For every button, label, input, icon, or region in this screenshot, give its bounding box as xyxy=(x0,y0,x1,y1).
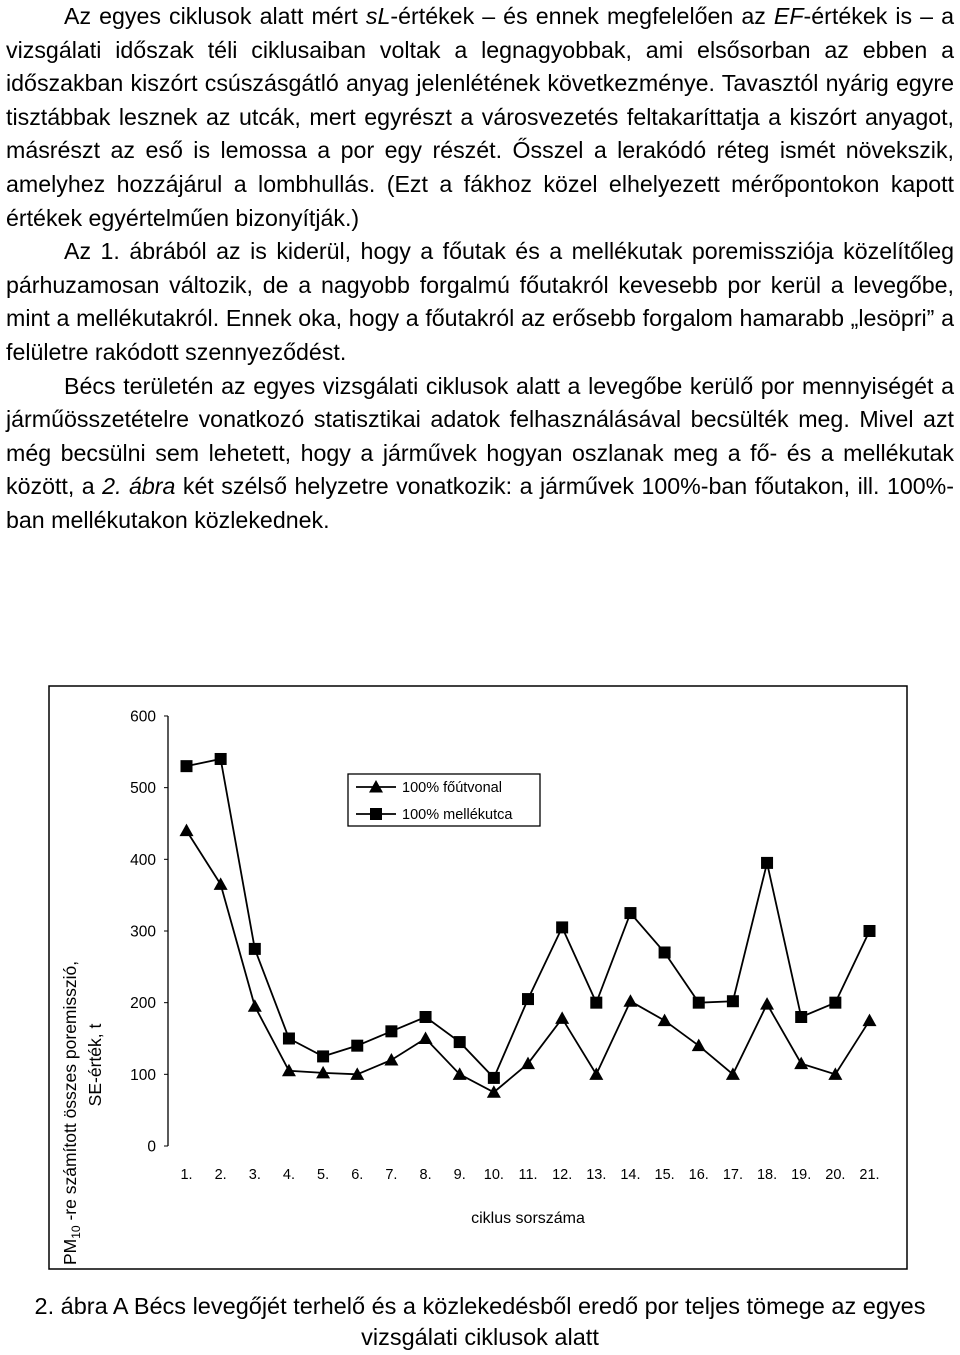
y-tick-label: 600 xyxy=(130,708,156,726)
data-point xyxy=(829,997,841,1009)
data-point xyxy=(522,993,534,1005)
italic-term: EF xyxy=(773,3,804,29)
x-tick-label: 16. xyxy=(688,1167,709,1183)
legend-label: 100% mellékutca xyxy=(402,807,513,823)
text-run: Az egyes ciklusok alatt mért xyxy=(64,3,366,29)
data-point xyxy=(761,857,773,869)
text-run: Bécs területén az egyes vizsgálati ciklusok alatt a levegőbe kerülő por mennyiségét a járműösszetételre vonatkozó statisztikai adatok felhasználásával becsülték meg. Mivel azt még becsülni sem lehetett, hogy a járművek hogyan oszlanak meg a fő- és a mellékutak között, a xyxy=(6,372,954,500)
text-run: -értékek is – a vizsgálati időszak téli ciklusaiban voltak a legnagyobbak, ami elsősorban az ebben a időszakban kiszórt csúszásgátló anyag jelenlétének következménye. Tavasztól nyárig egyre tisztábbak lesznek az utcák, mert egyrészt a városvezetés feltakaríttatja a kiszórt anyagot, másrészt az eső is lemossa a por egy részét. Ősszel a lerakódó réteg ismét növekszik, amelyhez hozzájárul a lombhullás. (Ezt a fákhoz közel elhelyezett mérőpontokon kapott értékek egyértelműen bizonyítják.) xyxy=(6,3,955,231)
x-tick-label: 10. xyxy=(483,1167,504,1183)
italic-term: sL xyxy=(365,3,391,29)
y-tick-label: 400 xyxy=(130,851,156,869)
text-run: -értékek – és ennek megfelelően az xyxy=(390,3,774,29)
data-point xyxy=(180,824,194,837)
x-tick-label: 6. xyxy=(351,1167,364,1183)
data-point xyxy=(659,946,671,958)
series-line xyxy=(187,831,870,1093)
y-axis-label-line2: SE-érték, t xyxy=(85,1023,105,1107)
y-axis-label-subscript: 10 xyxy=(69,1225,83,1239)
data-point xyxy=(795,1011,807,1023)
x-tick-label: 20. xyxy=(825,1167,846,1183)
data-point xyxy=(693,997,705,1009)
data-point xyxy=(727,995,739,1007)
y-tick-label: 0 xyxy=(147,1138,156,1156)
data-point xyxy=(283,1032,295,1044)
x-tick-label: 14. xyxy=(620,1167,641,1183)
data-point xyxy=(488,1072,500,1084)
data-point xyxy=(589,1067,603,1080)
data-point xyxy=(248,999,262,1012)
x-tick-label: 21. xyxy=(859,1167,880,1183)
x-tick-label: 5. xyxy=(317,1167,330,1183)
data-point xyxy=(249,943,261,955)
data-point xyxy=(215,753,227,765)
x-tick-label: 2. xyxy=(214,1167,227,1183)
x-tick-label: 9. xyxy=(453,1167,466,1183)
x-tick-label: 1. xyxy=(180,1167,193,1183)
legend-marker xyxy=(370,808,382,820)
data-point xyxy=(658,1014,672,1027)
data-point xyxy=(385,1025,397,1037)
y-tick-label: 300 xyxy=(130,923,156,941)
data-point xyxy=(863,1014,877,1027)
data-point xyxy=(794,1057,808,1070)
data-point xyxy=(692,1039,706,1052)
x-tick-label: 7. xyxy=(385,1167,398,1183)
data-point xyxy=(181,760,193,772)
x-axis-label: ciklus sorszáma xyxy=(471,1210,585,1227)
x-tick-label: 4. xyxy=(282,1167,295,1183)
y-tick-label: 200 xyxy=(130,995,156,1013)
y-tick-label: 100 xyxy=(130,1066,156,1084)
x-tick-label: 8. xyxy=(419,1167,432,1183)
figure-caption: 2. ábra A Bécs levegőjét terhelő és a közlekedésből eredő por teljes tömege az egyes vizsgálati ciklusok alatt xyxy=(34,1293,926,1350)
y-tick-label: 500 xyxy=(130,780,156,798)
data-point xyxy=(419,1031,433,1044)
x-tick-label: 19. xyxy=(791,1167,812,1183)
x-tick-label: 15. xyxy=(654,1167,675,1183)
data-point xyxy=(454,1036,466,1048)
x-tick-label: 12. xyxy=(552,1167,573,1183)
data-point xyxy=(214,877,228,890)
data-point xyxy=(420,1011,432,1023)
data-point xyxy=(624,907,636,919)
data-point xyxy=(282,1064,296,1077)
data-point xyxy=(760,997,774,1010)
data-point xyxy=(555,1011,569,1024)
y-axis-label-line1: $PM_{10}$ -re számított összes poremisszió, xyxy=(60,960,83,1265)
x-tick-label: 17. xyxy=(722,1167,743,1183)
data-point xyxy=(556,921,568,933)
x-tick-label: 3. xyxy=(248,1167,261,1183)
legend-label: 100% főútvonal xyxy=(402,780,502,796)
data-point xyxy=(384,1053,398,1066)
x-tick-label: 18. xyxy=(756,1167,778,1183)
x-tick-label: 11. xyxy=(518,1167,538,1183)
data-point xyxy=(351,1040,363,1052)
chart-legend xyxy=(348,774,540,826)
italic-term: 2. ábra xyxy=(102,473,176,500)
paragraph xyxy=(6,0,954,235)
data-point xyxy=(864,925,876,937)
paragraph xyxy=(6,370,954,538)
body-text xyxy=(6,0,954,538)
paragraph xyxy=(6,235,954,369)
data-point xyxy=(590,997,602,1009)
data-point xyxy=(317,1050,329,1062)
emission-line-chart xyxy=(0,680,960,1280)
x-tick-label: 13. xyxy=(586,1167,607,1183)
data-point xyxy=(623,994,637,1007)
text-run: Az 1. ábrából az is kiderül, hogy a főutak és a mellékutak poremissziója közelítőleg párhuzamosan változik, de a nagyobb forgalmú főutakról kevesebb por kerül a levegőbe, mint a mellékutakról. Ennek oka, hogy a főutakról az erősebb forgalom hamarabb „lesöpri” a felületre rakódott szennyeződést. xyxy=(6,238,954,365)
text-run: két szélső helyzetre vonatkozik: a járművek 100%-ban főutakon, ill. 100%-ban mellékutakon közlekednek. xyxy=(6,473,954,533)
